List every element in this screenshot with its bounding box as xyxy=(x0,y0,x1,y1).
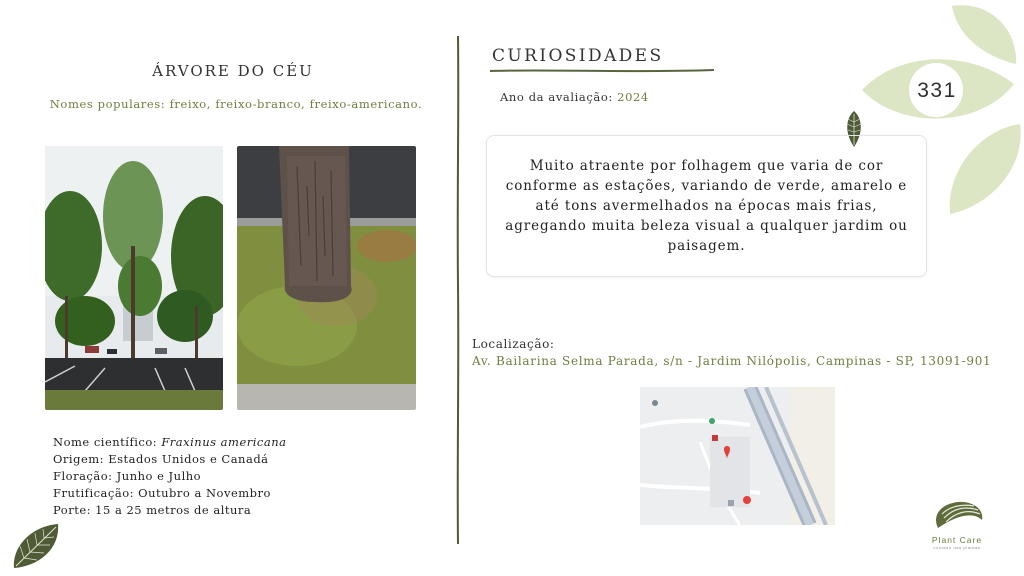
popular-names xyxy=(20,97,452,111)
description-text: Muito atraente por folhagem que varia de cor conforme as estações, variando de verde, amarelo e até tons avermelhados na épocas mais frias, agregando muita beleza visual a qualquer jardim ou paisagem. xyxy=(505,158,908,254)
tree-title: ÁRVORE DO CÉU xyxy=(152,62,314,80)
evaluation-year-value: 2024 xyxy=(617,90,649,104)
popular-names-label: Nomes populares: xyxy=(49,97,166,111)
fact-fruiting: Frutificação: Outubro a Novembro xyxy=(53,486,271,500)
fact-origin: Origem: Estados Unidos e Canadá xyxy=(53,452,269,466)
fact-size: Porte: 15 a 25 metros de altura xyxy=(53,503,252,517)
tree-facts xyxy=(53,434,286,519)
curiosities-heading: CURIOSIDADES xyxy=(492,46,664,66)
location-map[interactable] xyxy=(640,387,835,525)
scientific-name-value: Fraxinus americana xyxy=(161,435,287,449)
scientific-name-label: Nome científico: xyxy=(53,435,158,449)
brand-tagline: cuidado das plantas xyxy=(933,545,981,550)
location-address: Av. Bailarina Selma Parada, s/n - Jardim Nilópolis, Campinas - SP, 13091-901 xyxy=(472,354,992,368)
description-card xyxy=(486,135,927,277)
heading-underline xyxy=(490,68,714,74)
evaluation-year-label: Ano da avaliação: xyxy=(500,90,613,104)
fact-scientific-name xyxy=(53,434,286,451)
tree-photo-trunk xyxy=(237,146,416,410)
location-label: Localização: xyxy=(472,337,555,351)
plant-care-logo-icon xyxy=(928,500,986,530)
leaf-icon xyxy=(10,522,62,570)
column-divider xyxy=(456,36,460,544)
fact-flowering: Floração: Junho e Julho xyxy=(53,469,202,483)
brand-logo xyxy=(918,500,996,550)
evaluation-number: 331 xyxy=(917,79,957,102)
evaluation-year xyxy=(500,90,649,104)
brand-name: Plant Care xyxy=(931,535,983,545)
popular-names-value: freixo, freixo-branco, freixo-americano. xyxy=(169,97,423,111)
tree-photo-parking xyxy=(45,146,223,410)
